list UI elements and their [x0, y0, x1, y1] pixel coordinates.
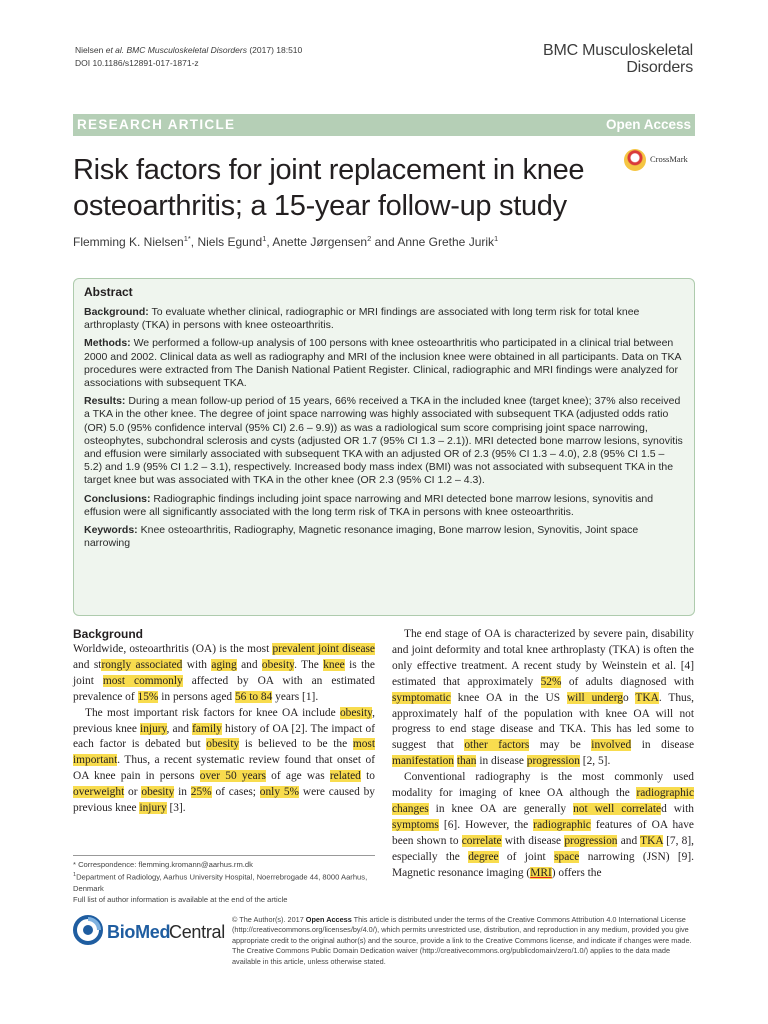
body-paragraph: The most important risk factors for knee OA include obesity, previous knee injury, and family history of OA [2]. The impact of each factor is debated but obesity is believed to be the most important. Thus, a recent systematic review found that onset of OA knee pain in persons over 50 years of age was related to overweight or obesity in 25% of cases; only 5% were caused by previous knee injury [3].: [73, 706, 375, 815]
highlighted-text: symptoms: [392, 818, 439, 831]
biomed-central-logo[interactable]: [73, 915, 223, 949]
abstract-results: [84, 395, 684, 487]
affiliation-note: [73, 870, 375, 894]
highlighted-text: injury: [140, 722, 167, 735]
article-type-label: RESEARCH ARTICLE: [77, 117, 236, 132]
highlighted-text: 52%: [540, 675, 562, 688]
highlighted-text: radiographic: [533, 818, 591, 831]
body-paragraph: Conventional radiography is the most commonly used modality for imaging of knee OA although the radiographic changes in knee OA are generally not well correlated with symptoms [6]. However, the radiographic features of OA have been shown to correlate with disease progression and TKA [7, 8], especially the degree of joint space narrowing (JSN) [9]. Magnetic resonance imaging (MRI) offers the: [392, 771, 695, 879]
highlighted-text: rongly associated: [101, 658, 183, 671]
highlighted-text: most: [352, 738, 375, 751]
highlighted-text: only 5%: [259, 786, 300, 799]
highlighted-text: obesity: [261, 658, 295, 671]
highlighted-text: progression: [526, 755, 580, 768]
abstract-heading: Abstract: [84, 285, 133, 299]
highlighted-text: other factors: [464, 739, 530, 752]
citation-header: [75, 44, 302, 69]
highlighted-text: TKA: [635, 691, 659, 704]
highlighted-text: knee: [323, 658, 345, 671]
citation-authors: Nielsen: [75, 45, 106, 55]
highlighted-text: aging: [211, 658, 237, 671]
highlighted-text: injury: [139, 802, 167, 815]
author-affiliation-marker: 1: [494, 234, 499, 243]
highlighted-text: prevalent joint disease: [272, 643, 375, 655]
author-affiliation-marker: 1*: [183, 234, 191, 243]
crossmark-icon: [624, 149, 646, 171]
abstract-results-text: During a mean follow-up period of 15 years, 66% received a TKA in the included knee (target knee); 37% also received a TKA in the other knee. The degree of joint space narrowing was highly associated with subsequent TKA (adjusted odds ratio (OR) 5.0 (95% confidence interval (95% CI) 2.6 – 9.9)) as was a radiological sum score comprising joint space narrowing, osteophytes, subchondral sclerosis and cysts (adjusted OR 1.7 (95% CI 1.3 – 2.1)). MRI detected bone marrow lesions, synovitis and effusion were similarly associated with subsequent TKA with an adjusted OR of 2.3 (95% CI 1.3 – 4.0), 2.8 (95% CI 1.5 – 5.2) and 1.9 (95% CI 1.2 – 3.1), respectively. Increased body mass index (BMI) was not associated with subsequent TKA in the target knee but was associated with TKA in the other knee (OR 2.3 (95% CI 1.2 – 4.3).: [84, 395, 683, 487]
author-name[interactable]: Flemming K. Nielsen: [73, 235, 184, 249]
article-type-bar: [73, 114, 695, 136]
highlighted-text: 25%: [190, 786, 212, 799]
highlighted-text: MRI: [530, 866, 552, 879]
highlighted-text: than: [456, 755, 477, 768]
open-access-label: Open Access: [605, 117, 691, 132]
body-column-right: [392, 627, 694, 882]
highlighted-text: will underg: [566, 691, 624, 704]
logo-text-central: Central: [169, 922, 225, 942]
highlighted-text: important: [73, 754, 118, 767]
highlighted-text: obesity: [141, 786, 175, 799]
highlighted-text: obesity: [206, 738, 240, 751]
abstract-methods: [84, 337, 684, 390]
abstract-conclusions-label: Conclusions:: [84, 492, 151, 505]
highlighted-text: most commonly: [102, 674, 183, 687]
body-paragraph: Worldwide, osteoarthritis (OA) is the most prevalent joint disease and strongly associated with aging and obesity. The knee is the joint most commonly affected by OA with an estimated prevalence of 15% in persons aged 56 to 84 years [1].: [73, 643, 375, 703]
author-affiliation-marker: 1: [262, 234, 267, 243]
doi[interactable]: DOI 10.1186/s12891-017-1871-z: [75, 57, 199, 68]
footnotes: [73, 855, 375, 905]
highlighted-text: related: [329, 770, 361, 783]
body-paragraph: The end stage of OA is characterized by severe pain, disability and joint deformity and total knee arthroplasty (TKA) is often the only effective treatment. A recent study by Weinstein et al. [4] estimated that approximately 52% of adults diagnosed with symptomatic knee OA in the US will undergo TKA. Thus, approximately half of the population with knee OA will not progress to end stage disease and TKA. This has led some to suggest that other factors may be involved in disease manifestation than in disease progression [2, 5].: [392, 628, 695, 768]
abstract-results-label: Results:: [84, 395, 126, 408]
section-heading-background: Background: [73, 627, 144, 641]
abstract-keywords-label: Keywords:: [84, 524, 138, 537]
highlighted-text: degree: [468, 850, 499, 863]
highlighted-text: 15%: [137, 690, 159, 703]
highlighted-text: obesity: [339, 706, 373, 719]
affiliation-marker: 1: [73, 872, 77, 878]
journal-title-line1: BMC Musculoskeletal: [542, 42, 693, 59]
license-text: [232, 915, 695, 967]
highlighted-text: family: [192, 722, 222, 735]
article-title: Risk factors for joint replacement in knee osteoarthritis; a 15-year follow-up study: [73, 154, 585, 222]
author-affiliation-marker: 2: [367, 234, 372, 243]
highlighted-text: radiographic changes: [392, 787, 694, 815]
abstract-keywords-text: Knee osteoarthritis, Radiography, Magnetic resonance imaging, Bone marrow lesion, Synovitis, Joint space narrowing: [84, 524, 639, 550]
body-column-left: [73, 627, 375, 817]
highlighted-text: manifestation: [392, 755, 454, 768]
highlighted-text: space: [554, 850, 580, 863]
citation-journal: et al. BMC Musculoskeletal Disorders: [105, 45, 247, 55]
license-open-access: Open Access: [305, 915, 352, 924]
abstract-background-label: Background:: [84, 306, 149, 318]
abstract-conclusions: [84, 493, 684, 519]
highlighted-text: not well correlate: [573, 802, 662, 815]
highlighted-text: over 50 years: [199, 770, 266, 783]
logo-text-biomed: BioMed: [107, 922, 171, 942]
highlighted-text: symptomatic: [392, 691, 451, 704]
affiliation-text: Department of Radiology, Aarhus University Hospital, Noerrebrogade 44, 8000 Aarhus, Denmark: [73, 872, 368, 893]
highlighted-text: overweight: [73, 786, 125, 799]
journal-title-line2: Disorders: [626, 59, 693, 76]
author-name[interactable]: Niels Egund: [197, 235, 263, 249]
author-name[interactable]: Anne Grethe Jurik: [397, 235, 495, 249]
abstract-box: [73, 278, 695, 616]
abstract-methods-text: We performed a follow-up analysis of 100 persons with knee osteoarthritis who participated in a clinical trial between 2000 and 2002. Clinical data as well as radiography and MRI of the inclusion knee were obtained in all participants. Data on TKA procedures were extracted from The Danish National Patient Register. Clinical, radiographic and MRI findings were analyzed for associations with subsequent TKA.: [84, 337, 681, 390]
crossmark-label: CrossMark: [650, 154, 688, 164]
abstract-methods-label: Methods:: [84, 337, 131, 350]
crossmark-badge[interactable]: [622, 148, 697, 172]
author-list: Flemming K. Nielsen$^{1*}$, Niels Egund$^1$, Anette Jørgensen$^2$ and Anne Grethe Jurik$^1$: [73, 234, 499, 249]
highlighted-text: 56 to 84: [234, 690, 273, 703]
citation-volume: (2017) 18:510: [246, 45, 303, 55]
highlighted-text: correlate: [461, 834, 502, 847]
abstract-background-text: To evaluate whether clinical, radiographic or MRI findings are associated with long term risk for total knee arthroplasty (TKA) in persons with knee osteoarthritis.: [84, 306, 640, 332]
author-name[interactable]: Anette Jørgensen: [272, 235, 368, 249]
correspondence-note[interactable]: * Correspondence: flemming.kromann@aarhus.rm.dk: [73, 860, 253, 869]
abstract-conclusions-text: Radiographic findings including joint space narrowing and MRI detected bone marrow lesions, synovitis and effusion were all significantly associated with the long term risk of TKA in persons with knee osteoarthritis.: [84, 492, 654, 518]
highlighted-text: involved: [591, 739, 632, 752]
license-body: This article is distributed under the terms of the Creative Commons Attribution 4.0 International License (http://creativecommons.org/licenses/by/4.0/), which permits unrestricted use, distribution, and reproduction in any medium, provided you give appropriate credit to the original author(s) and the source, provide a link to the Creative Commons license, and indicate if changes were made. The Creative Commons Public Domain Dedication waiver (http://creativecommons.org/publicdomain/zero/1.0/) applies to the data made available in this article, unless otherwise stated.: [232, 915, 692, 966]
journal-title: [543, 42, 693, 76]
abstract-keywords: [84, 524, 684, 550]
citation-line: [75, 44, 302, 57]
author-info-note: Full list of author information is available at the end of the article: [73, 894, 288, 904]
abstract-background: [84, 306, 684, 332]
highlighted-text: progression: [564, 834, 618, 847]
highlighted-text: TKA: [640, 834, 663, 847]
biomed-swirl-icon: [73, 915, 103, 945]
license-copyright: © The Author(s). 2017: [232, 915, 306, 924]
